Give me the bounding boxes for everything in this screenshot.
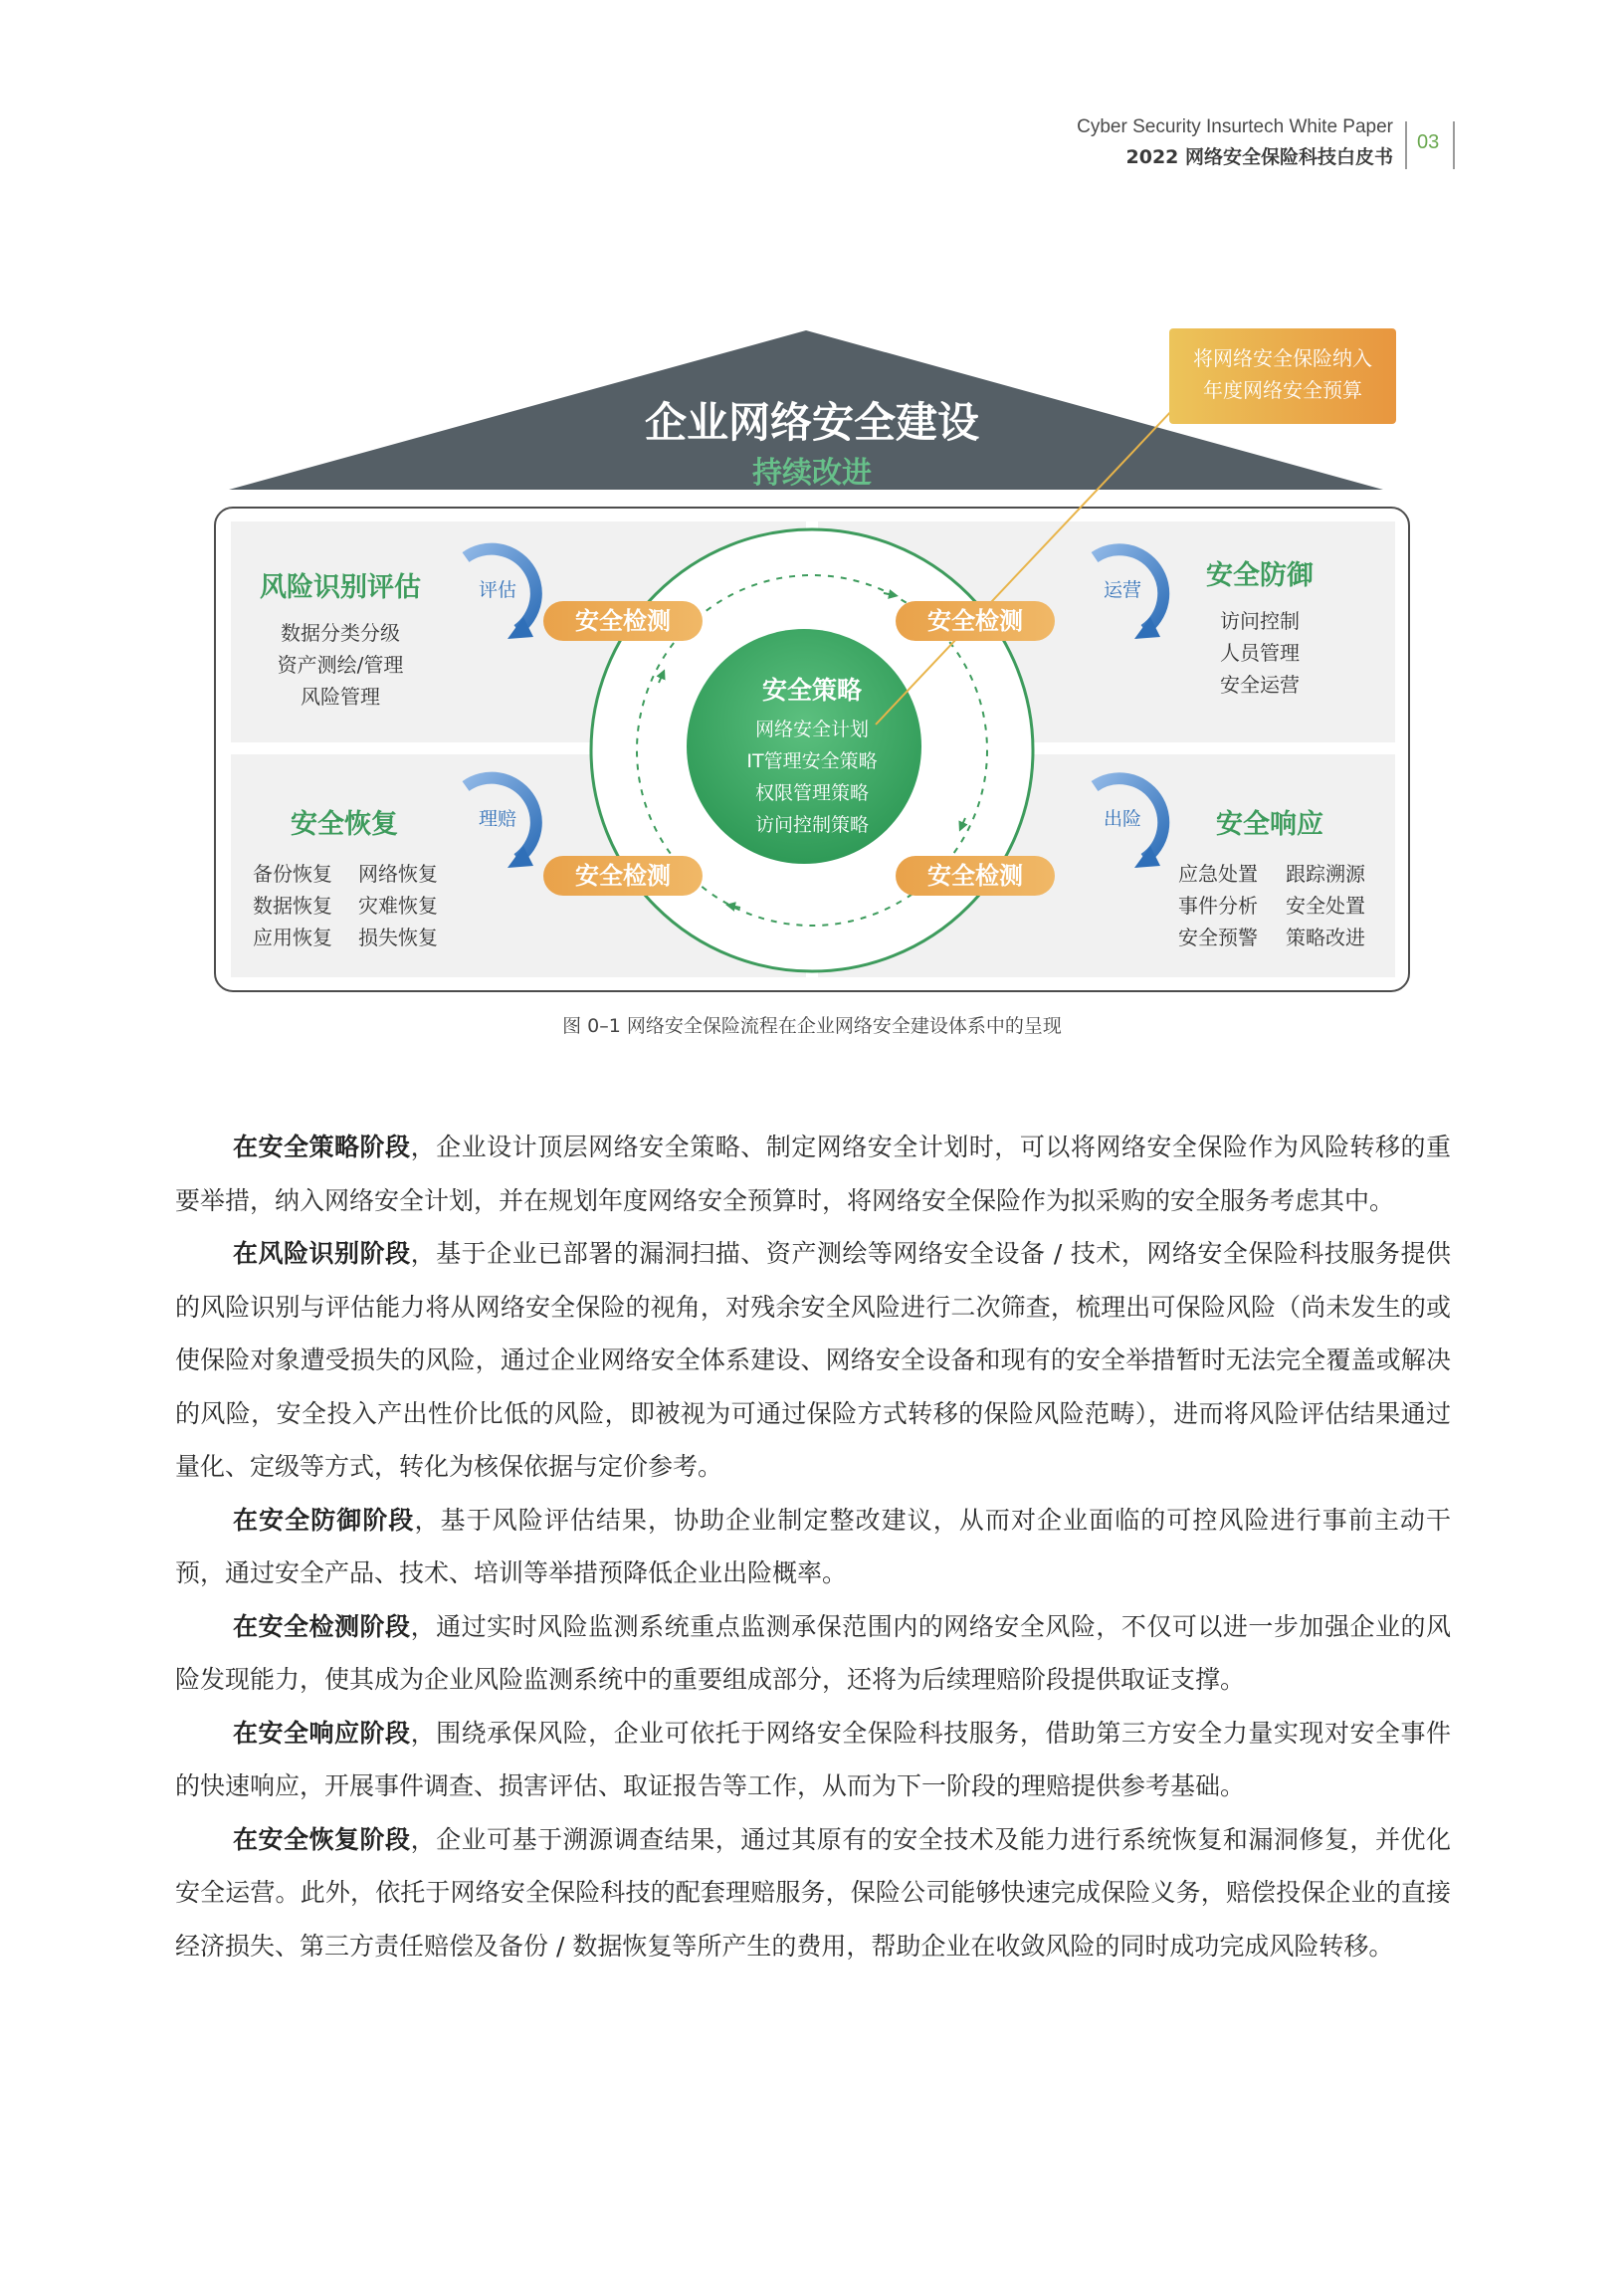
center-title: 安全策略 [761, 676, 862, 705]
quadrant-item: 策略改进 [1286, 926, 1365, 949]
paragraph [175, 1813, 1451, 1973]
paragraph-lead: 在安全检测阶段 [233, 1611, 411, 1641]
paragraph [175, 1494, 1451, 1600]
quadrant-item: 备份恢复 [253, 862, 332, 886]
paragraph [175, 1227, 1451, 1494]
body-text [175, 1121, 1451, 1972]
paragraph-lead: 在风险识别阶段 [233, 1239, 411, 1268]
paragraph-lead: 在安全防御阶段 [233, 1505, 415, 1535]
paragraph-text: ，围绕承保风险，企业可依托于网络安全保险科技服务，借助第三方安全力量实现对安全事件的快速响应，开展事件调查、损害评估、取证报告等工作，从而为下一阶段的理赔提供参考基础。 [175, 1718, 1451, 1800]
paragraph [175, 1600, 1451, 1707]
paragraph [175, 1707, 1451, 1813]
roof-title: 企业网络安全建设 [644, 398, 979, 447]
quadrant-item: 跟踪溯源 [1286, 862, 1365, 886]
center-item: 权限管理策略 [754, 782, 869, 804]
paragraph-text: ，基于企业已部署的漏洞扫描、资产测绘等网络安全设备 / 技术，网络安全保险科技服务提供的风险识别与评估能力将从网络安全保险的视角，对残余安全风险进行二次筛查，梳理出可保险风险（尚未发生的或使保险对象遭受损失的风险，通过企业网络安全体系建设、网络安全设备和现有的安全举措暂时无法完全覆盖或解决的风险，安全投入产出性价比低的风险，即被视为可通过保险方式转移的保险风险范畴），进而将风险评估结果通过量化、定级等方式，转化为核保依据与定价参考。 [175, 1239, 1451, 1481]
quadrant-item: 风险管理 [301, 685, 380, 709]
quadrant-item: 网络恢复 [358, 862, 438, 886]
arrow-label-incident: 出险 [1103, 808, 1141, 830]
callout-line2: 年度网络安全预算 [1203, 378, 1362, 402]
quadrant-item: 数据分类分级 [281, 621, 400, 645]
quadrant-item: 应用恢复 [253, 926, 332, 949]
budget-callout [1169, 328, 1396, 424]
quadrant-item: 安全运营 [1220, 673, 1300, 697]
quadrant-title-response: 安全响应 [1216, 809, 1323, 840]
quadrant-item: 数据恢复 [253, 894, 332, 918]
quadrant-item: 人员管理 [1220, 641, 1300, 665]
paragraph-text: ，基于风险评估结果，协助企业制定整改建议，从而对企业面临的可控风险进行事前主动干预，通过安全产品、技术、培训等举措预降低企业出险概率。 [175, 1505, 1451, 1587]
header-chinese-title: 2022 网络安全保险科技白皮书 [1125, 146, 1393, 168]
quadrant-title-risk-assessment: 风险识别评估 [260, 572, 421, 603]
arrow-label-operate: 运营 [1103, 579, 1141, 601]
security-framework-figure [0, 0, 1624, 995]
quadrant-title-recovery: 安全恢复 [291, 809, 398, 840]
callout-line1: 将网络安全保险纳入 [1193, 346, 1372, 370]
figure-graphics [0, 0, 1624, 995]
arrow-label-claim: 理赔 [478, 808, 516, 830]
paragraph-lead: 在安全策略阶段 [233, 1133, 411, 1161]
roof-subtitle: 持续改进 [752, 456, 872, 491]
center-item: IT管理安全策略 [746, 750, 878, 772]
detection-pill-top-right: 安全检测 [896, 601, 1055, 641]
quadrant-item: 安全处置 [1286, 894, 1365, 918]
center-item: 网络安全计划 [754, 719, 869, 740]
center-item: 访问控制策略 [754, 814, 869, 836]
paragraph-text: ，企业可基于溯源调查结果，通过其原有的安全技术及能力进行系统恢复和漏洞修复，并优化安全运营。此外，依托于网络安全保险科技的配套理赔服务，保险公司能够快速完成保险义务，赔偿投保企业的直接经济损失、第三方责任赔偿及备份 / 数据恢复等所产生的费用，帮助企业在收敛风险的同时成功完成风险转移。 [175, 1824, 1451, 1961]
paragraph-lead: 在安全响应阶段 [233, 1718, 411, 1748]
quadrant-item: 损失恢复 [358, 926, 438, 949]
paragraph-text: ，通过实时风险监测系统重点监测承保范围内的网络安全风险，不仅可以进一步加强企业的风险发现能力，使其成为企业风险监测系统中的重要组成部分，还将为后续理赔阶段提供取证支撑。 [175, 1611, 1451, 1694]
detection-pill-bottom-left: 安全检测 [543, 856, 703, 896]
quadrant-item: 访问控制 [1220, 609, 1300, 633]
quadrant-item: 事件分析 [1178, 894, 1258, 918]
quadrant-title-defense: 安全防御 [1206, 560, 1314, 591]
quadrant-item: 安全预警 [1178, 926, 1258, 949]
detection-pill-bottom-right: 安全检测 [896, 856, 1055, 896]
figure-caption: 图 0–1 网络安全保险流程在企业网络安全建设体系中的呈现 [562, 1015, 1062, 1037]
arrow-label-evaluate: 评估 [478, 579, 516, 601]
paragraph-text: ，企业设计顶层网络安全策略、制定网络安全计划时，可以将网络安全保险作为风险转移的重要举措，纳入网络安全计划，并在规划年度网络安全预算时，将网络安全保险作为拟采购的安全服务考虑其中。 [175, 1133, 1451, 1215]
detection-pill-top-left: 安全检测 [543, 601, 703, 641]
quadrant-item: 应急处置 [1178, 862, 1258, 886]
paragraph [175, 1121, 1451, 1227]
quadrant-item: 资产测绘/管理 [277, 653, 404, 677]
header-english-title: Cyber Security Insurtech White Paper [1077, 116, 1393, 137]
paragraph-lead: 在安全恢复阶段 [233, 1824, 411, 1854]
page-number: 03 [1417, 131, 1440, 153]
quadrant-item: 灾难恢复 [358, 894, 438, 918]
